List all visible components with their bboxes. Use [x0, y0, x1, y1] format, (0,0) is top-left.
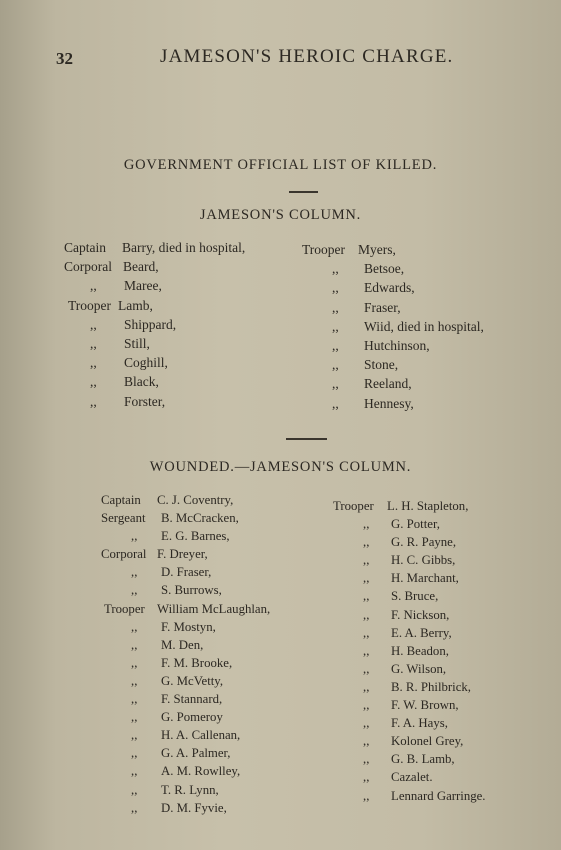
ditto-mark: ,, — [131, 692, 138, 707]
person-name: E. G. Barnes, — [161, 529, 230, 544]
ditto-mark: ,, — [332, 261, 339, 277]
list-item — [333, 644, 533, 662]
person-name: G. R. Payne, — [391, 535, 457, 550]
list-item — [333, 716, 533, 734]
ditto-mark: ,, — [363, 734, 370, 749]
list-item — [101, 710, 321, 728]
ditto-mark: ,, — [90, 374, 97, 390]
list-item — [64, 355, 304, 374]
person-name: G. Wilson, — [391, 661, 447, 676]
ditto-mark: ,, — [90, 335, 97, 351]
ditto-mark: ,, — [131, 710, 138, 725]
list-item — [302, 338, 522, 357]
ditto-mark: ,, — [131, 673, 138, 688]
ditto-mark: ,, — [332, 376, 339, 392]
ditto-mark: ,, — [90, 355, 97, 371]
list-item — [302, 396, 522, 415]
running-head: JAMESON'S HEROIC CHARGE. — [160, 46, 454, 67]
ditto-mark: ,, — [363, 679, 370, 694]
list-item — [101, 674, 321, 692]
person-name: Betsoe, — [364, 261, 405, 277]
person-name: F. W. Brown, — [391, 698, 459, 713]
ditto-mark: ,, — [131, 529, 138, 544]
person-name: Beard, — [123, 259, 159, 275]
list-item — [333, 535, 533, 553]
list-item — [333, 571, 533, 589]
person-name: H. Marchant, — [391, 571, 459, 586]
list-item — [101, 638, 321, 656]
wounded-heading: WOUNDED.—JAMESON'S COLUMN. — [149, 459, 412, 475]
list-item — [333, 752, 533, 770]
wounded-right-column — [333, 499, 533, 807]
list-item — [101, 565, 321, 583]
ditto-mark: ,, — [131, 782, 138, 797]
ditto-mark: ,, — [363, 716, 370, 731]
person-name: Reeland, — [364, 376, 412, 392]
person-name: B. McCracken, — [161, 511, 239, 526]
list-item — [333, 553, 533, 571]
ditto-mark: ,, — [363, 607, 370, 622]
list-item — [333, 789, 533, 807]
list-item — [64, 259, 304, 278]
person-name: Maree, — [124, 278, 162, 294]
list-item — [302, 376, 522, 395]
rank-label: Sergeant — [101, 511, 146, 526]
rank-label: Corporal — [64, 259, 112, 275]
ditto-mark: ,, — [332, 395, 339, 411]
list-item — [101, 801, 321, 819]
person-name: L. H. Stapleton, — [387, 499, 469, 513]
list-item — [302, 242, 522, 261]
list-item — [333, 698, 533, 716]
ditto-mark: ,, — [332, 280, 339, 296]
list-item — [302, 280, 522, 299]
ditto-mark: ,, — [363, 752, 370, 767]
killed-left-column — [64, 240, 304, 413]
person-name: F. Mostyn, — [161, 619, 216, 634]
list-item — [302, 357, 522, 376]
person-name: Wiid, died in hospital, — [364, 318, 484, 334]
list-item — [101, 656, 321, 674]
list-item — [333, 770, 533, 788]
killed-heading: GOVERNMENT OFFICIAL LIST OF KILLED. — [123, 157, 438, 173]
person-name: Black, — [124, 374, 159, 390]
list-item — [101, 511, 321, 529]
ditto-mark: ,, — [363, 517, 370, 532]
rank-label: Corporal — [101, 547, 147, 562]
list-item — [101, 728, 321, 746]
rank-label: Trooper — [302, 242, 346, 257]
ditto-mark: ,, — [332, 357, 339, 373]
ditto-mark: ,, — [90, 393, 97, 409]
list-item — [333, 589, 533, 607]
ditto-mark: ,, — [363, 625, 370, 640]
ditto-mark: ,, — [131, 746, 138, 761]
person-name: T. R. Lynn, — [161, 782, 219, 797]
ditto-mark: ,, — [131, 619, 138, 634]
person-name: M. Den, — [161, 637, 204, 652]
rank-label: Trooper — [104, 601, 145, 616]
rank-label: Trooper — [333, 499, 374, 513]
person-name: Hutchinson, — [364, 337, 430, 353]
ditto-mark: ,, — [131, 728, 138, 743]
list-item — [333, 608, 533, 626]
person-name: William McLaughlan, — [157, 601, 271, 616]
list-item — [64, 336, 304, 355]
person-name: E. A. Berry, — [391, 625, 452, 640]
ditto-mark: ,, — [131, 637, 138, 652]
list-item — [333, 517, 533, 535]
person-name: S. Burrows, — [161, 583, 222, 598]
wounded-left-column — [101, 493, 321, 819]
person-name: G. B. Lamb, — [391, 752, 455, 767]
ditto-mark: ,, — [363, 643, 370, 658]
person-name: F. Stannard, — [161, 692, 223, 707]
list-item — [101, 746, 321, 764]
ditto-mark: ,, — [131, 583, 138, 598]
list-item — [101, 583, 321, 601]
person-name: C. J. Coventry, — [157, 493, 234, 507]
list-item — [101, 692, 321, 710]
person-name: Barry, died in hospital, — [122, 240, 246, 255]
list-item — [64, 278, 304, 297]
person-name: Still, — [124, 335, 150, 351]
list-item — [302, 300, 522, 319]
ditto-mark: ,, — [363, 589, 370, 604]
ditto-mark: ,, — [90, 316, 97, 332]
list-item — [333, 662, 533, 680]
person-name: A. M. Rowlley, — [161, 764, 241, 779]
person-name: G. McVetty, — [161, 673, 224, 688]
ditto-mark: ,, — [131, 800, 138, 815]
ditto-mark: ,, — [131, 764, 138, 779]
list-item — [64, 317, 304, 336]
person-name: H. A. Callenan, — [161, 728, 241, 743]
list-item — [101, 547, 321, 565]
list-item — [101, 493, 321, 511]
person-name: D. Fraser, — [161, 565, 212, 580]
list-item — [101, 764, 321, 782]
person-name: Lennard Garringe. — [391, 788, 486, 803]
list-item — [64, 394, 304, 413]
ditto-mark: ,, — [363, 770, 370, 785]
person-name: Stone, — [364, 357, 399, 373]
list-item — [333, 680, 533, 698]
ditto-mark: ,, — [332, 337, 339, 353]
killed-subheading: JAMESON'S COLUMN. — [199, 207, 362, 223]
rank-label: Captain — [101, 493, 141, 507]
list-item — [302, 319, 522, 338]
person-name: G. Potter, — [391, 517, 440, 532]
person-name: H. Beadon, — [391, 643, 449, 658]
short-rule — [289, 191, 318, 193]
ditto-mark: ,, — [131, 655, 138, 670]
person-name: S. Bruce, — [391, 589, 439, 604]
rank-label: Captain — [64, 240, 106, 255]
person-name: Coghill, — [124, 355, 168, 371]
ditto-mark: ,, — [90, 278, 97, 294]
person-name: Fraser, — [364, 299, 401, 315]
ditto-mark: ,, — [363, 571, 370, 586]
ditto-mark: ,, — [363, 553, 370, 568]
list-item — [64, 374, 304, 393]
rank-label: Trooper — [68, 297, 112, 313]
person-name: F. A. Hays, — [391, 716, 448, 731]
section-rule — [286, 438, 327, 440]
person-name: Myers, — [358, 242, 396, 257]
person-name: H. C. Gibbs, — [391, 553, 456, 568]
person-name: G. Pomeroy — [161, 710, 223, 725]
ditto-mark: ,, — [363, 698, 370, 713]
list-item — [64, 240, 304, 259]
ditto-mark: ,, — [131, 565, 138, 580]
person-name: Lamb, — [118, 297, 153, 313]
list-item — [64, 298, 304, 317]
list-item — [333, 734, 533, 752]
ditto-mark: ,, — [332, 318, 339, 334]
ditto-mark: ,, — [332, 299, 339, 315]
list-item — [302, 261, 522, 280]
person-name: Kolonel Grey, — [391, 734, 464, 749]
list-item — [101, 602, 321, 620]
person-name: B. R. Philbrick, — [391, 679, 471, 694]
list-item — [101, 529, 321, 547]
person-name: F. Dreyer, — [157, 547, 208, 562]
list-item — [333, 626, 533, 644]
ditto-mark: ,, — [363, 661, 370, 676]
person-name: Forster, — [124, 393, 166, 409]
list-item — [101, 620, 321, 638]
page-number: 32 — [56, 49, 73, 68]
person-name: Shippard, — [124, 316, 177, 332]
ditto-mark: ,, — [363, 535, 370, 550]
person-name: F. Nickson, — [391, 607, 450, 622]
person-name: F. M. Brooke, — [161, 655, 233, 670]
person-name: D. M. Fyvie, — [161, 800, 227, 815]
killed-right-column — [302, 242, 522, 415]
person-name: Cazalet. — [391, 770, 433, 785]
person-name: Hennesy, — [364, 395, 414, 411]
list-item — [101, 783, 321, 801]
person-name: G. A. Palmer, — [161, 746, 231, 761]
ditto-mark: ,, — [363, 788, 370, 803]
person-name: Edwards, — [364, 280, 415, 296]
list-item — [333, 499, 533, 517]
